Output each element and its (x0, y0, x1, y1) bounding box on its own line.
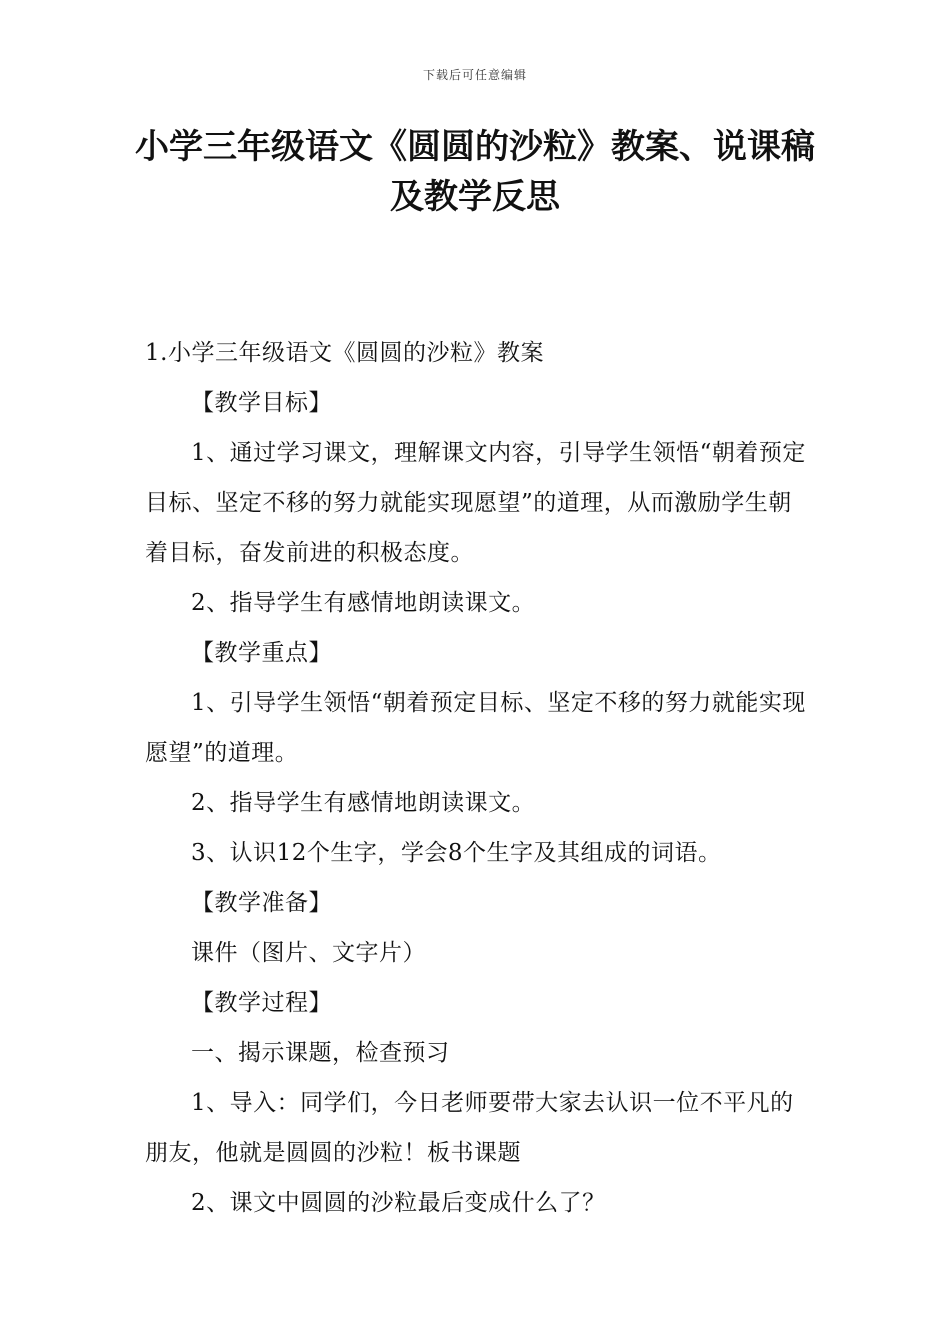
paragraph-preparation-heading: 【教学准备】 (191, 890, 332, 916)
paragraph-preparation: 课件（图片、文字片） (191, 940, 426, 966)
paragraph-section-heading: 1.小学三年级语文《圆圆的沙粒》教案 (145, 340, 544, 366)
document-body (145, 328, 810, 1228)
paragraph-goal-2: 2、指导学生有感情地朗读课文。 (191, 590, 536, 616)
paragraph-process-intro: 1、导入：同学们，今日老师要带大家去认识一位不平凡的朋友，他就是圆圆的沙粒！板书课题 (145, 1090, 794, 1166)
paragraph-process-step-1: 一、揭示课题，检查预习 (191, 1040, 450, 1066)
paragraph-teaching-goals-heading: 【教学目标】 (191, 390, 332, 416)
paragraph-key-point-2: 2、指导学生有感情地朗读课文。 (191, 790, 536, 816)
paragraph-goal-1: 1、通过学习课文，理解课文内容，引导学生领悟“朝着预定目标、坚定不移的努力就能实现愿望”的道理，从而激励学生朝着目标，奋发前进的积极态度。 (145, 440, 806, 566)
paragraph-key-point-1: 1、引导学生领悟“朝着预定目标、坚定不移的努力就能实现愿望”的道理。 (145, 690, 806, 766)
paragraph-process-heading: 【教学过程】 (191, 990, 332, 1016)
paragraph-key-points-heading: 【教学重点】 (191, 640, 332, 666)
header-note: 下载后可任意编辑 (422, 68, 527, 82)
document-title: 小学三年级语文《圆圆的沙粒》教案、说课稿及教学反思 (135, 127, 815, 217)
paragraph-key-point-3: 3、认识12个生字，学会8个生字及其组成的词语。 (191, 840, 722, 866)
paragraph-process-question: 2、课文中圆圆的沙粒最后变成什么了？ (191, 1190, 606, 1216)
